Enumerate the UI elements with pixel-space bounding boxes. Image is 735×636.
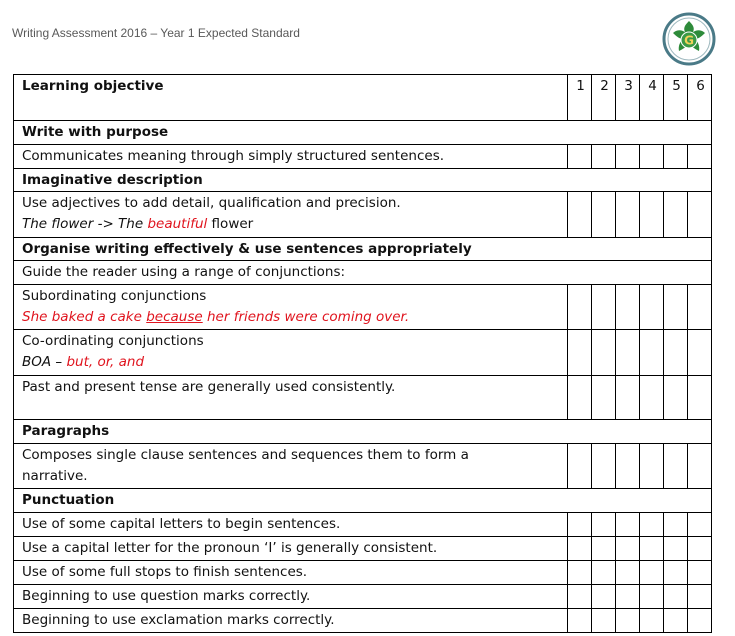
score-cell[interactable]	[592, 444, 616, 489]
objective-text-continued: narrative.	[22, 468, 88, 484]
score-cell[interactable]	[616, 513, 640, 537]
section-write-with-purpose: Write with purpose	[14, 121, 712, 145]
score-cell[interactable]	[568, 609, 592, 633]
score-cell[interactable]	[664, 444, 688, 489]
score-cell[interactable]	[664, 376, 688, 420]
example-highlight: beautiful	[147, 216, 208, 232]
logo-letter: G	[684, 33, 694, 48]
example-text	[22, 307, 561, 328]
score-cell[interactable]	[640, 330, 664, 376]
score-cell[interactable]	[664, 330, 688, 376]
section-organise-writing: Organise writing effectively & use sentences appropriately	[14, 238, 712, 261]
score-cell[interactable]	[568, 585, 592, 609]
score-cell[interactable]	[592, 513, 616, 537]
objective-text: Subordinating conjunctions	[22, 288, 207, 304]
score-cell[interactable]	[568, 192, 592, 238]
objective-subordinating	[14, 285, 568, 330]
score-cell[interactable]	[640, 609, 664, 633]
column-header-1: 1	[568, 75, 592, 121]
score-cell[interactable]	[664, 609, 688, 633]
score-cell[interactable]	[664, 285, 688, 330]
table-row	[14, 285, 712, 330]
score-cell[interactable]	[568, 145, 592, 169]
school-crest-icon	[662, 12, 716, 66]
score-cell[interactable]	[568, 561, 592, 585]
score-cell[interactable]	[688, 145, 712, 169]
objective-full-stops: Use of some full stops to finish sentences.	[14, 561, 568, 585]
objective-single-clause	[14, 444, 568, 489]
section-row	[14, 238, 712, 261]
score-cell[interactable]	[688, 561, 712, 585]
example-text	[22, 214, 561, 235]
table-row	[14, 513, 712, 537]
objective-communicates: Communicates meaning through simply structured sentences.	[14, 145, 568, 169]
score-cell[interactable]	[568, 537, 592, 561]
example-highlight: but, or, and	[66, 354, 145, 370]
section-row	[14, 169, 712, 192]
score-cell[interactable]	[616, 376, 640, 420]
score-cell[interactable]	[616, 330, 640, 376]
score-cell[interactable]	[568, 513, 592, 537]
score-cell[interactable]	[688, 376, 712, 420]
score-cell[interactable]	[616, 561, 640, 585]
score-cell[interactable]	[592, 330, 616, 376]
score-cell[interactable]	[664, 561, 688, 585]
score-cell[interactable]	[616, 285, 640, 330]
score-cell[interactable]	[688, 192, 712, 238]
score-cell[interactable]	[688, 513, 712, 537]
table-row	[14, 537, 712, 561]
score-cell[interactable]	[640, 145, 664, 169]
section-paragraphs: Paragraphs	[14, 420, 712, 444]
table-row	[14, 561, 712, 585]
objective-adjectives	[14, 192, 568, 238]
objective-tense: Past and present tense are generally used consistently.	[14, 376, 568, 420]
table-row	[14, 192, 712, 238]
score-cell[interactable]	[640, 513, 664, 537]
score-cell[interactable]	[640, 444, 664, 489]
score-cell[interactable]	[640, 192, 664, 238]
section-row	[14, 121, 712, 145]
score-cell[interactable]	[568, 376, 592, 420]
objective-question-marks: Beginning to use question marks correctly.	[14, 585, 568, 609]
assessment-table	[13, 74, 712, 633]
score-cell[interactable]	[568, 330, 592, 376]
score-cell[interactable]	[568, 285, 592, 330]
score-cell[interactable]	[664, 145, 688, 169]
objective-text: Co-ordinating conjunctions	[22, 333, 204, 349]
objective-capitals: Use of some capital letters to begin sentences.	[14, 513, 568, 537]
example-underlined: because	[146, 309, 203, 325]
table-row	[14, 444, 712, 489]
score-cell[interactable]	[592, 609, 616, 633]
score-cell[interactable]	[640, 585, 664, 609]
table-header-row	[14, 75, 712, 121]
table-row	[14, 609, 712, 633]
document-title: Writing Assessment 2016 – Year 1 Expected Standard	[12, 26, 300, 40]
score-cell[interactable]	[592, 192, 616, 238]
table-row	[14, 145, 712, 169]
score-cell[interactable]	[640, 376, 664, 420]
score-cell[interactable]	[616, 444, 640, 489]
score-cell[interactable]	[688, 444, 712, 489]
objective-coordinating	[14, 330, 568, 376]
column-header-2: 2	[592, 75, 616, 121]
objective-guide-reader: Guide the reader using a range of conjunctions:	[14, 261, 712, 285]
score-cell[interactable]	[616, 145, 640, 169]
score-cell[interactable]	[592, 537, 616, 561]
example-part: She baked a cake	[22, 309, 147, 325]
table-row	[14, 376, 712, 420]
score-cell[interactable]	[640, 285, 664, 330]
example-part: BOA –	[22, 354, 67, 370]
objective-text: Use adjectives to add detail, qualification and precision.	[22, 195, 401, 211]
score-cell[interactable]	[688, 537, 712, 561]
column-header-3: 3	[616, 75, 640, 121]
score-cell[interactable]	[592, 585, 616, 609]
score-cell[interactable]	[688, 330, 712, 376]
score-cell[interactable]	[688, 285, 712, 330]
table-row	[14, 330, 712, 376]
score-cell[interactable]	[592, 145, 616, 169]
example-part: her friends were coming over.	[202, 309, 410, 325]
column-header-4: 4	[640, 75, 664, 121]
section-punctuation: Punctuation	[14, 489, 712, 513]
example-text	[22, 352, 561, 373]
column-header-6: 6	[688, 75, 712, 121]
score-cell[interactable]	[616, 192, 640, 238]
score-cell[interactable]	[568, 444, 592, 489]
learning-objective-header: Learning objective	[14, 75, 568, 121]
example-part: flower	[207, 216, 254, 232]
score-cell[interactable]	[640, 537, 664, 561]
score-cell[interactable]	[640, 561, 664, 585]
score-cell[interactable]	[664, 537, 688, 561]
score-cell[interactable]	[616, 609, 640, 633]
table-row	[14, 261, 712, 285]
score-cell[interactable]	[664, 192, 688, 238]
score-cell[interactable]	[664, 513, 688, 537]
score-cell[interactable]	[616, 585, 640, 609]
objective-text: Composes single clause sentences and sequences them to form a	[22, 447, 469, 463]
score-cell[interactable]	[592, 376, 616, 420]
table-row	[14, 585, 712, 609]
score-cell[interactable]	[592, 561, 616, 585]
score-cell[interactable]	[616, 537, 640, 561]
score-cell[interactable]	[592, 285, 616, 330]
section-row	[14, 420, 712, 444]
section-imaginative-description: Imaginative description	[14, 169, 712, 192]
objective-exclamation-marks: Beginning to use exclamation marks correctly.	[14, 609, 568, 633]
column-header-5: 5	[664, 75, 688, 121]
score-cell[interactable]	[664, 585, 688, 609]
score-cell[interactable]	[688, 585, 712, 609]
section-row	[14, 489, 712, 513]
objective-pronoun: Use a capital letter for the pronoun ‘I’ is generally consistent.	[14, 537, 568, 561]
score-cell[interactable]	[688, 609, 712, 633]
example-part: The flower -> The	[22, 216, 148, 232]
